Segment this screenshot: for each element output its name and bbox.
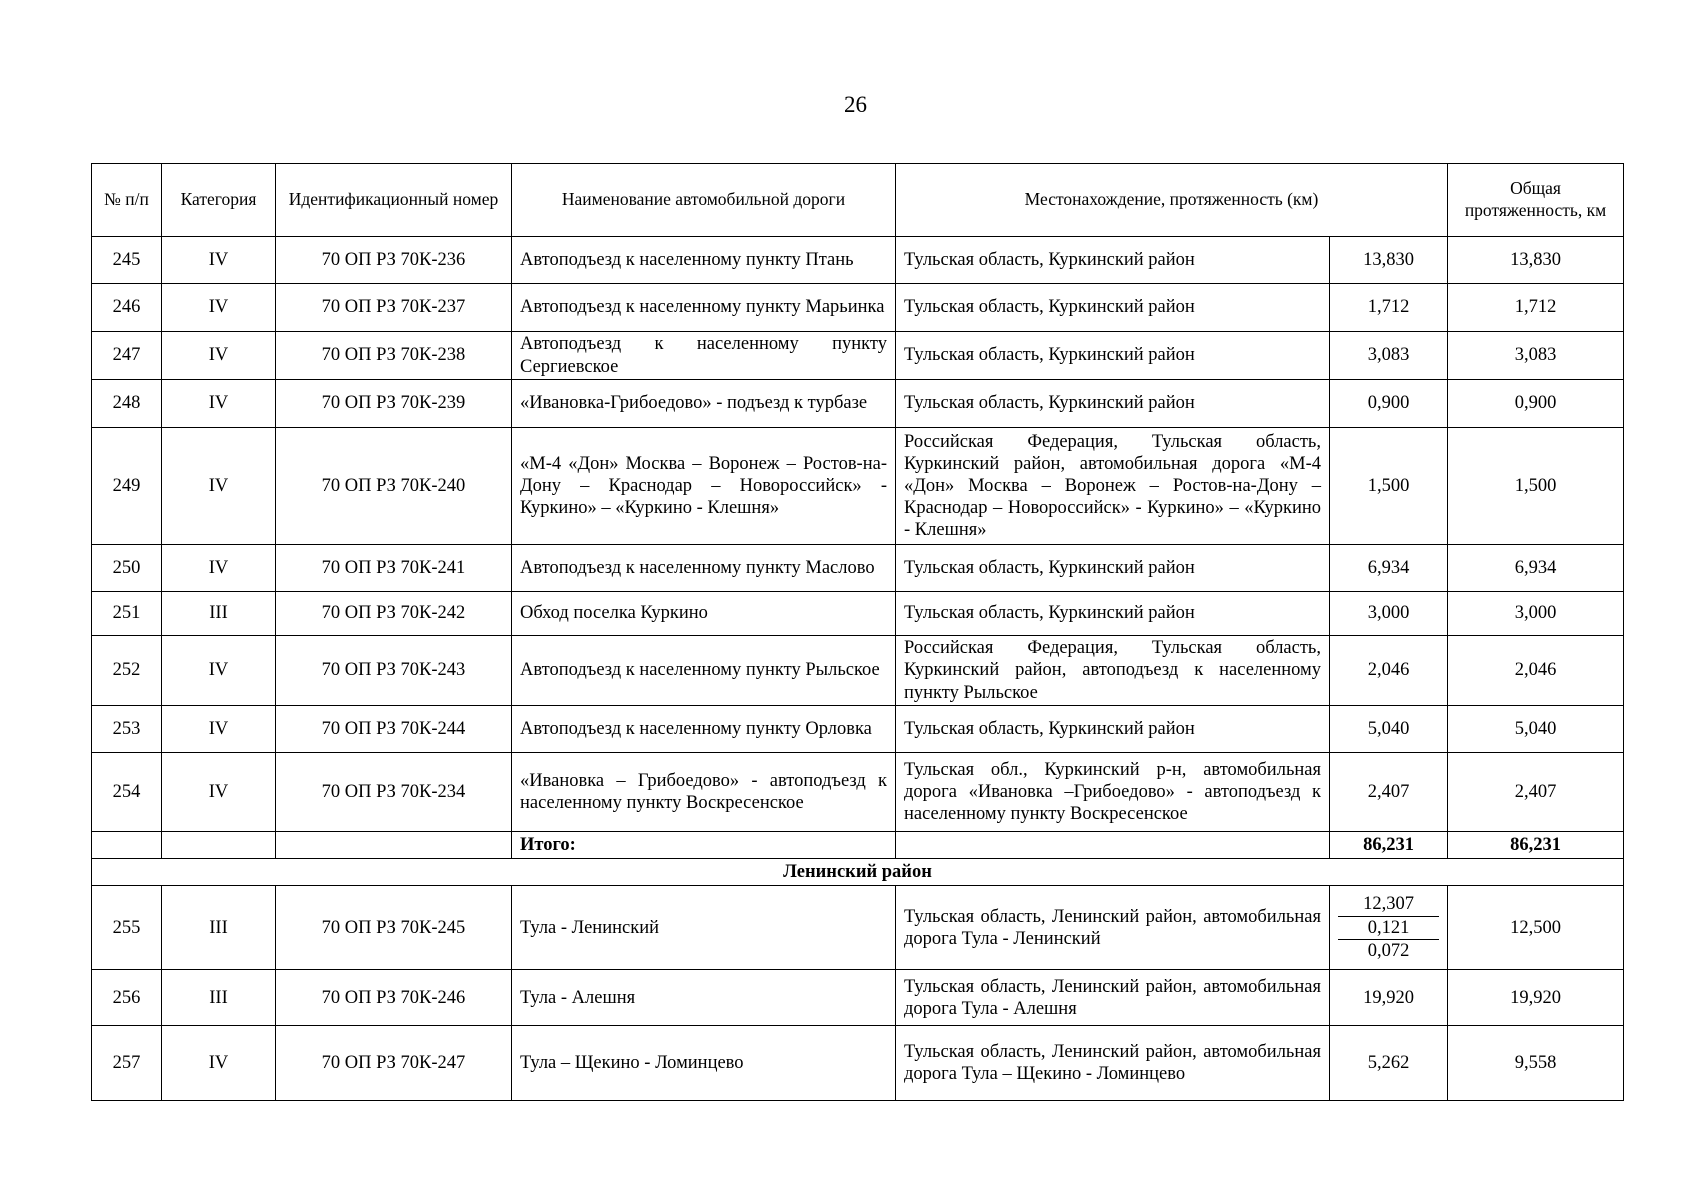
row-total: 0,900 xyxy=(1448,380,1624,428)
row-category: IV xyxy=(162,636,276,706)
row-category: IV xyxy=(162,545,276,592)
row-location: Тульская область, Куркинский район xyxy=(896,284,1330,332)
row-location: Тульская область, Куркинский район xyxy=(896,380,1330,428)
row-total: 1,500 xyxy=(1448,428,1624,545)
row-num: 247 xyxy=(92,332,162,380)
row-location: Тульская область, Ленинский район, автомобильная дорога Тула - Ленинский xyxy=(896,886,1330,970)
row-location: Тульская область, Куркинский район xyxy=(896,706,1330,753)
row-location: Тульская область, Куркинский район xyxy=(896,237,1330,284)
row-category: IV xyxy=(162,380,276,428)
row-location: Российская Федерация, Тульская область, Куркинский район, автомобильная дорога «М-4 «Дон» Москва – Воронеж – Ростов-на-Дону – Краснодар – Новороссийск» - Куркино» – «Куркино - Клешня» xyxy=(896,428,1330,545)
row-location: Тульская область, Куркинский район xyxy=(896,545,1330,592)
row-total: 13,830 xyxy=(1448,237,1624,284)
row-road-name: «М-4 «Дон» Москва – Воронеж – Ростов-на-Дону – Краснодар – Новороссийск» - Куркино» – «Куркино - Клешня» xyxy=(512,428,896,545)
row-category: IV xyxy=(162,332,276,380)
subtotal-row xyxy=(92,832,1624,859)
row-id: 70 ОП РЗ 70К-245 xyxy=(276,886,512,970)
row-length-split xyxy=(1330,886,1448,970)
row-total: 12,500 xyxy=(1448,886,1624,970)
table-row xyxy=(92,753,1624,832)
row-length: 19,920 xyxy=(1330,970,1448,1026)
row-num: 251 xyxy=(92,592,162,636)
header-num: № п/п xyxy=(92,164,162,237)
row-length-part: 0,072 xyxy=(1367,940,1410,961)
header-location: Местонахождение, протяженность (км) xyxy=(896,164,1448,237)
row-location: Тульская область, Ленинский район, автомобильная дорога Тула – Щекино - Ломинцево xyxy=(896,1026,1330,1101)
row-total: 5,040 xyxy=(1448,706,1624,753)
row-length-part: 12,307 xyxy=(1338,893,1439,916)
row-length: 3,000 xyxy=(1330,592,1448,636)
row-category: III xyxy=(162,592,276,636)
table-row xyxy=(92,970,1624,1026)
row-num: 246 xyxy=(92,284,162,332)
row-location: Российская Федерация, Тульская область, Куркинский район, автоподъезд к населенному пункту Рыльское xyxy=(896,636,1330,706)
row-road-name: «Ивановка-Грибоедово» - подъезд к турбазе xyxy=(512,380,896,428)
row-road-name: Тула - Ленинский xyxy=(512,886,896,970)
roads-table xyxy=(91,163,1624,1101)
row-length: 2,407 xyxy=(1330,753,1448,832)
row-id: 70 ОП РЗ 70К-236 xyxy=(276,237,512,284)
header-name: Наименование автомобильной дороги xyxy=(512,164,896,237)
row-total: 2,046 xyxy=(1448,636,1624,706)
row-num: 250 xyxy=(92,545,162,592)
row-length: 2,046 xyxy=(1330,636,1448,706)
row-num: 249 xyxy=(92,428,162,545)
row-length: 0,900 xyxy=(1330,380,1448,428)
row-id: 70 ОП РЗ 70К-243 xyxy=(276,636,512,706)
row-num: 253 xyxy=(92,706,162,753)
row-num: 257 xyxy=(92,1026,162,1101)
table-row xyxy=(92,706,1624,753)
row-total: 3,083 xyxy=(1448,332,1624,380)
table-row xyxy=(92,592,1624,636)
row-category: IV xyxy=(162,706,276,753)
row-length: 6,934 xyxy=(1330,545,1448,592)
row-num: 256 xyxy=(92,970,162,1026)
row-location: Тульская область, Куркинский район xyxy=(896,332,1330,380)
row-category: IV xyxy=(162,753,276,832)
row-length: 13,830 xyxy=(1330,237,1448,284)
row-location: Тульская область, Куркинский район xyxy=(896,592,1330,636)
row-category: IV xyxy=(162,237,276,284)
table-row xyxy=(92,886,1624,970)
table-row xyxy=(92,380,1624,428)
row-total: 2,407 xyxy=(1448,753,1624,832)
row-length-part: 0,121 xyxy=(1338,917,1439,940)
row-id: 70 ОП РЗ 70К-244 xyxy=(276,706,512,753)
table-row xyxy=(92,332,1624,380)
row-total: 19,920 xyxy=(1448,970,1624,1026)
row-total: 9,558 xyxy=(1448,1026,1624,1101)
row-road-name: Автоподъезд к населенному пункту Марьинка xyxy=(512,284,896,332)
row-category: IV xyxy=(162,1026,276,1101)
row-road-name: Тула – Щекино - Ломинцево xyxy=(512,1026,896,1101)
subtotal-length: 86,231 xyxy=(1330,832,1448,859)
row-location: Тульская обл., Куркинский р-н, автомобильная дорога «Ивановка –Грибоедово» - автоподъезд к населенному пункту Воскресенское xyxy=(896,753,1330,832)
row-length: 3,083 xyxy=(1330,332,1448,380)
row-num: 245 xyxy=(92,237,162,284)
row-length: 1,500 xyxy=(1330,428,1448,545)
row-road-name: Автоподъезд к населенному пункту Птань xyxy=(512,237,896,284)
row-road-name: Тула - Алешня xyxy=(512,970,896,1026)
row-id: 70 ОП РЗ 70К-234 xyxy=(276,753,512,832)
row-category: III xyxy=(162,970,276,1026)
row-num: 248 xyxy=(92,380,162,428)
row-category: III xyxy=(162,886,276,970)
row-road-name: Автоподъезд к населенному пункту Сергиевское xyxy=(512,332,896,380)
row-id: 70 ОП РЗ 70К-242 xyxy=(276,592,512,636)
table-row xyxy=(92,237,1624,284)
row-road-name: Обход поселка Куркино xyxy=(512,592,896,636)
row-id: 70 ОП РЗ 70К-246 xyxy=(276,970,512,1026)
row-num: 254 xyxy=(92,753,162,832)
section-title: Ленинский район xyxy=(92,859,1624,886)
page-number: 26 xyxy=(844,92,867,117)
table-row xyxy=(92,545,1624,592)
table-row xyxy=(92,428,1624,545)
row-num: 252 xyxy=(92,636,162,706)
table-row xyxy=(92,636,1624,706)
row-length: 5,262 xyxy=(1330,1026,1448,1101)
row-total: 6,934 xyxy=(1448,545,1624,592)
header-id: Идентификационный номер xyxy=(276,164,512,237)
row-total: 1,712 xyxy=(1448,284,1624,332)
table-header-row xyxy=(92,164,1624,237)
header-total: Общая протяженность, км xyxy=(1448,164,1624,237)
row-id: 70 ОП РЗ 70К-241 xyxy=(276,545,512,592)
row-id: 70 ОП РЗ 70К-240 xyxy=(276,428,512,545)
row-num: 255 xyxy=(92,886,162,970)
row-length: 5,040 xyxy=(1330,706,1448,753)
row-road-name: Автоподъезд к населенному пункту Маслово xyxy=(512,545,896,592)
subtotal-total: 86,231 xyxy=(1448,832,1624,859)
row-length: 1,712 xyxy=(1330,284,1448,332)
header-category: Категория xyxy=(162,164,276,237)
row-category: IV xyxy=(162,284,276,332)
row-category: IV xyxy=(162,428,276,545)
row-location: Тульская область, Ленинский район, автомобильная дорога Тула - Алешня xyxy=(896,970,1330,1026)
row-id: 70 ОП РЗ 70К-238 xyxy=(276,332,512,380)
table-row xyxy=(92,1026,1624,1101)
row-road-name: «Ивановка – Грибоедово» - автоподъезд к населенному пункту Воскресенское xyxy=(512,753,896,832)
row-id: 70 ОП РЗ 70К-237 xyxy=(276,284,512,332)
subtotal-label: Итого: xyxy=(512,832,896,859)
row-total: 3,000 xyxy=(1448,592,1624,636)
section-row xyxy=(92,859,1624,886)
row-id: 70 ОП РЗ 70К-239 xyxy=(276,380,512,428)
row-road-name: Автоподъезд к населенному пункту Рыльское xyxy=(512,636,896,706)
row-road-name: Автоподъезд к населенному пункту Орловка xyxy=(512,706,896,753)
table-row xyxy=(92,284,1624,332)
row-id: 70 ОП РЗ 70К-247 xyxy=(276,1026,512,1101)
